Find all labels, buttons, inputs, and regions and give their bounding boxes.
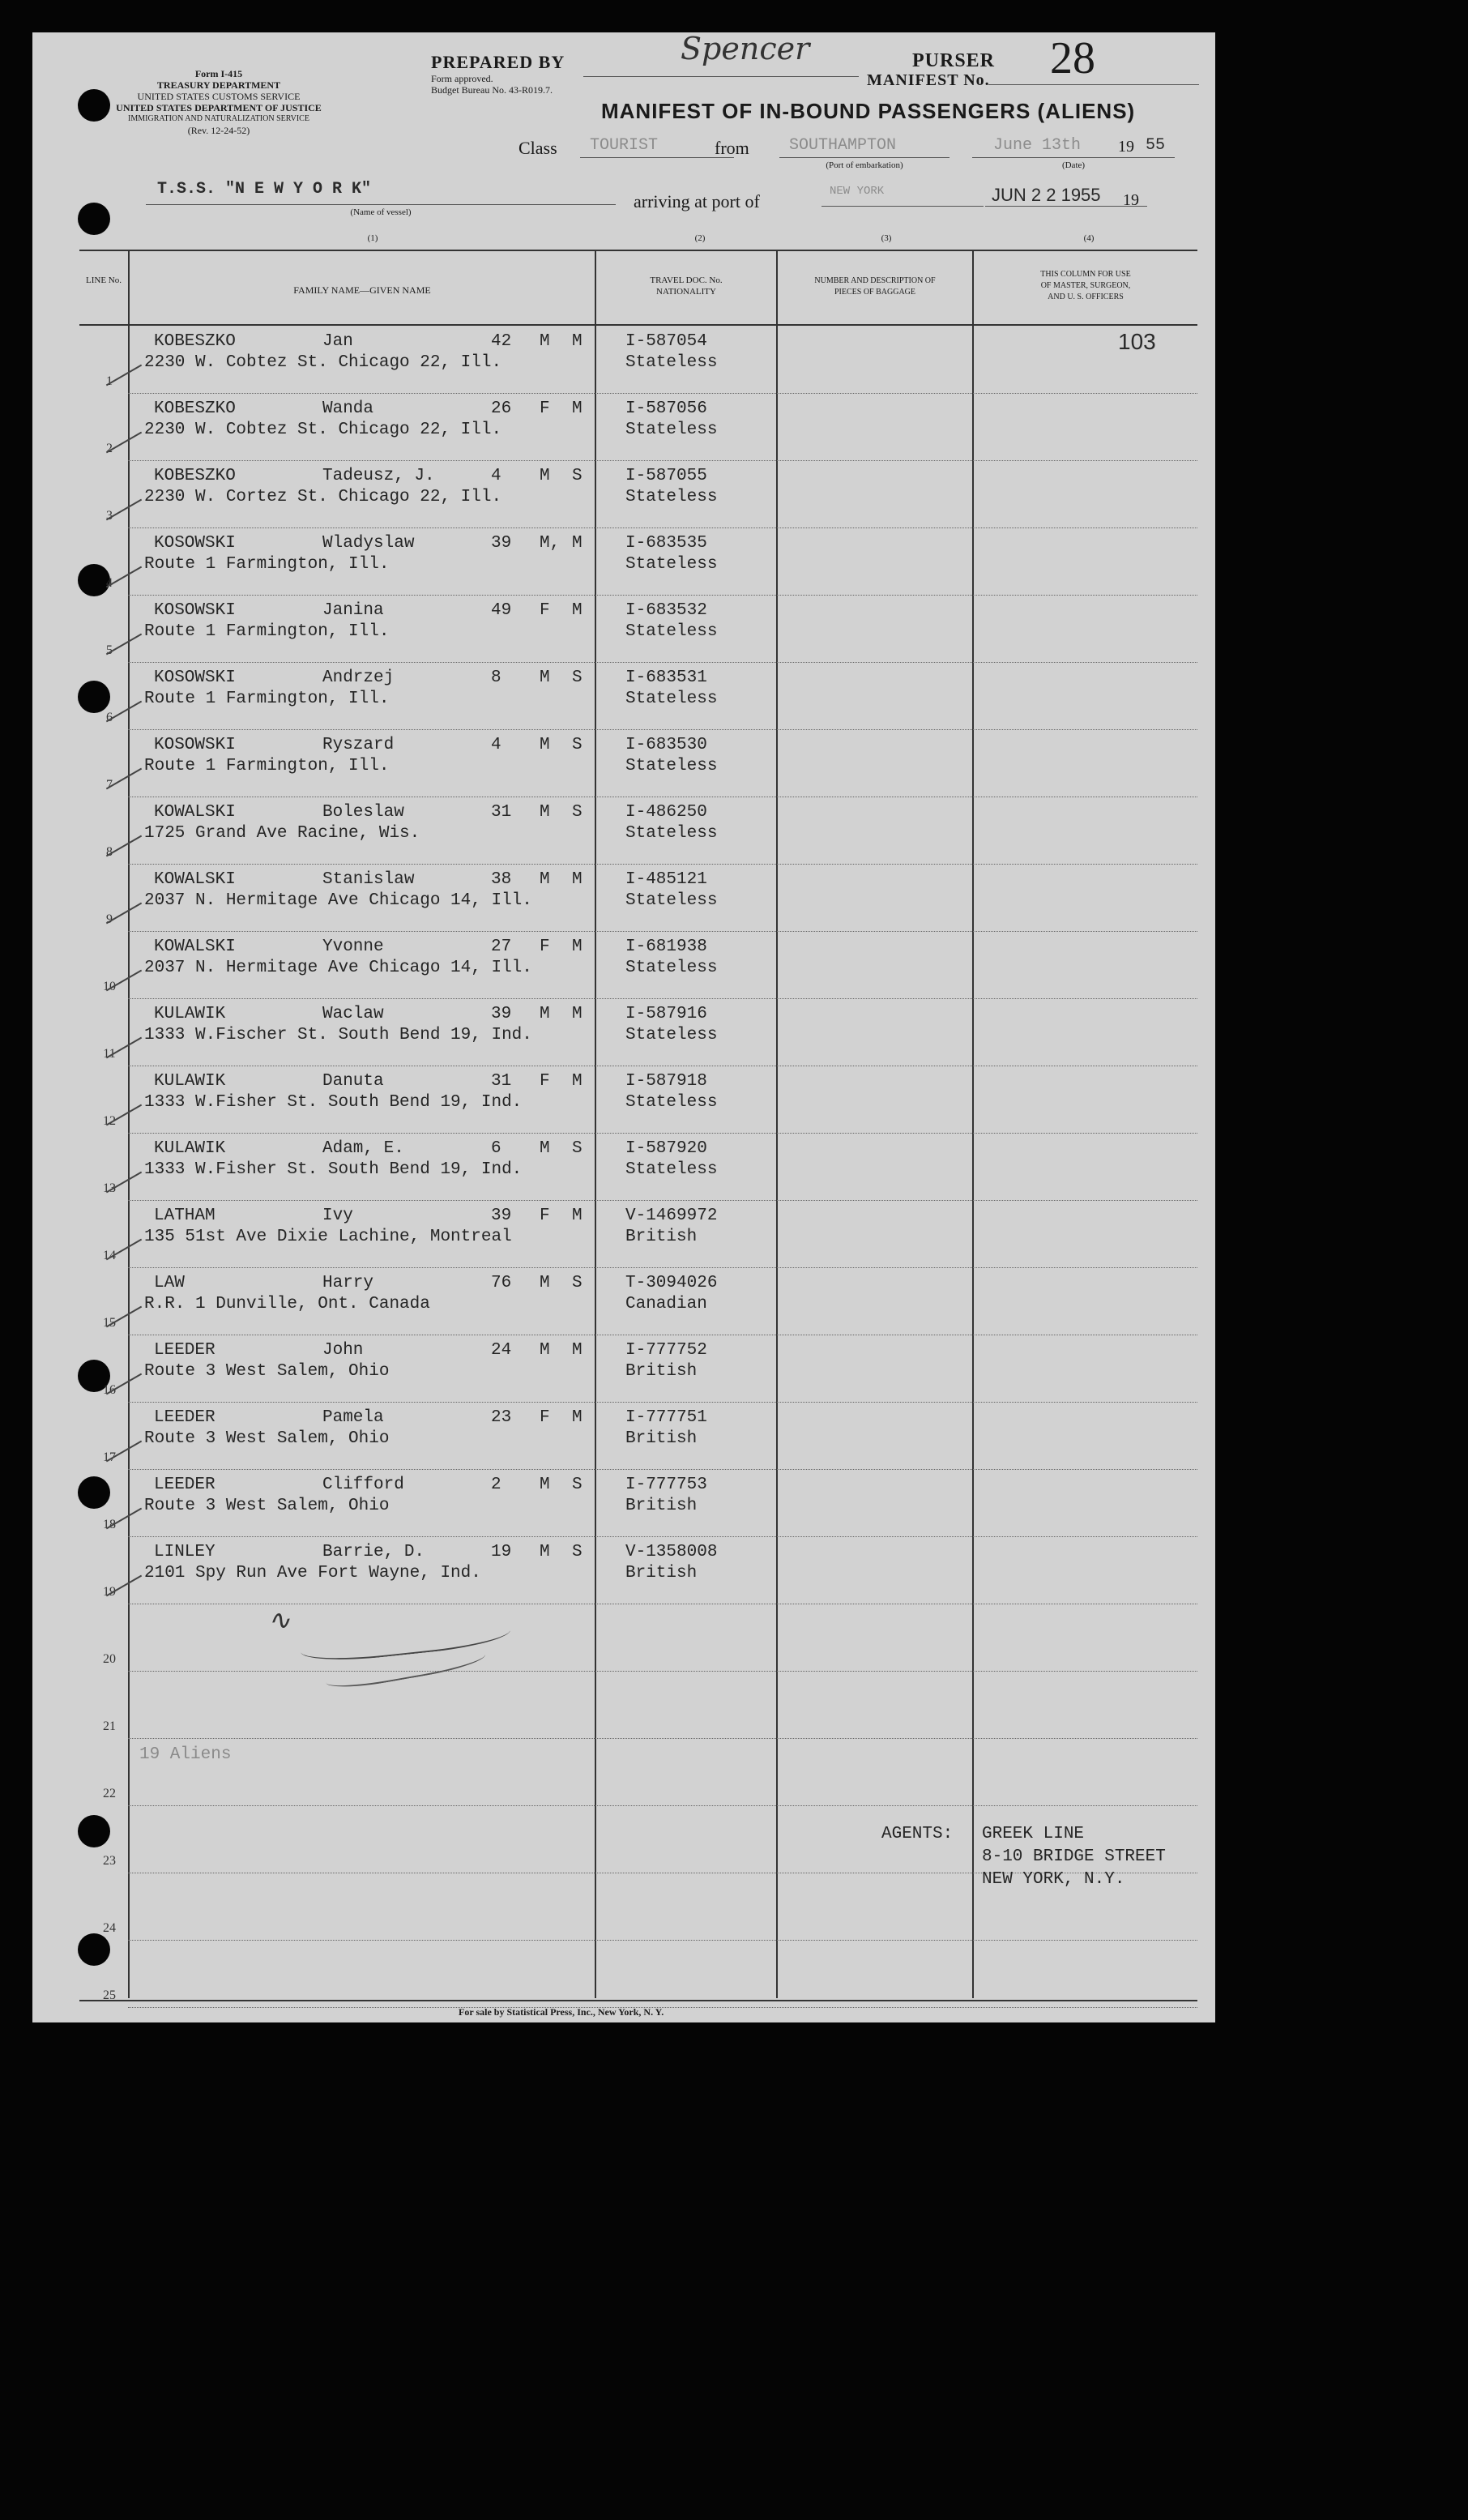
travel-doc-number: I-587056 (625, 399, 707, 418)
port-value: NEW YORK (830, 185, 885, 198)
agents-line-2: 8-10 BRIDGE STREET (982, 1847, 1166, 1866)
marital-status: M (572, 1408, 583, 1427)
arrival-date: JUN 2 2 1955 (992, 185, 1101, 205)
age: 31 (491, 1072, 512, 1091)
form-revision: (Rev. 12-24-52) (187, 125, 250, 136)
line-number: 10 (103, 980, 116, 993)
age: 42 (491, 332, 512, 351)
marital-status: M (572, 1072, 583, 1091)
line-number: 14 (103, 1249, 116, 1262)
col-divider-line-no (128, 251, 130, 1998)
manifest-sheet (32, 32, 1215, 2022)
age: 39 (491, 534, 512, 553)
manifest-no-label: MANIFEST No. (867, 71, 990, 89)
nationality: British (625, 1362, 698, 1381)
row-rule (128, 1200, 1197, 1201)
travel-doc-number: I-683532 (625, 601, 707, 620)
given-name: Wanda (322, 399, 374, 418)
sex: M (540, 1139, 550, 1158)
vessel-line (146, 204, 616, 205)
given-name: Ryszard (322, 736, 395, 754)
nationality: Stateless (625, 690, 718, 708)
family-name: KOWALSKI (154, 870, 236, 889)
marital-status: M (572, 601, 583, 620)
given-name: Yvonne (322, 938, 384, 956)
line-number: 18 (103, 1518, 116, 1531)
marital-status: S (572, 736, 583, 754)
nationality: Stateless (625, 959, 718, 977)
date-line (972, 157, 1175, 158)
class-label: Class (518, 138, 557, 158)
from-value: SOUTHAMPTON (789, 136, 897, 155)
travel-doc-number: I-587916 (625, 1005, 707, 1023)
marital-status: S (572, 803, 583, 822)
address: R.R. 1 Dunville, Ont. Canada (144, 1295, 430, 1313)
given-name: Danuta (322, 1072, 384, 1091)
row-rule (128, 527, 1197, 528)
given-name: Jan (322, 332, 353, 351)
line-number: 12 (103, 1114, 116, 1128)
row-rule (128, 1469, 1197, 1470)
customs-service: UNITED STATES CUSTOMS SERVICE (137, 91, 301, 102)
age: 27 (491, 938, 512, 956)
travel-doc-number: I-683530 (625, 736, 707, 754)
sex: F (540, 601, 550, 620)
given-name: John (322, 1341, 364, 1360)
caption-1: (1) (367, 233, 378, 243)
marital-status: S (572, 1543, 583, 1561)
col-divider-baggage (972, 251, 974, 1998)
line-number: 16 (103, 1383, 116, 1397)
line-number: 6 (106, 711, 113, 724)
address: Route 1 Farmington, Ill. (144, 757, 390, 775)
arrival-year-prefix: 19 (1123, 191, 1139, 209)
travel-doc-number: I-777753 (625, 1476, 707, 1494)
col-head-officers-3: AND U. S. OFFICERS (1048, 293, 1124, 301)
purser-signature: Spencer (681, 31, 810, 66)
row-rule (128, 931, 1197, 932)
travel-doc-number: I-587055 (625, 467, 707, 485)
col-head-officers-2: OF MASTER, SURGEON, (1040, 281, 1131, 290)
row-rule (128, 1267, 1197, 1268)
row-rule (128, 1805, 1197, 1806)
row-rule (128, 1940, 1197, 1941)
marital-status: S (572, 467, 583, 485)
sex: M (540, 668, 550, 687)
marital-status: M (572, 534, 583, 553)
family-name: KOSOWSKI (154, 601, 236, 620)
nationality: Stateless (625, 1026, 718, 1044)
row-rule (128, 393, 1197, 394)
address: 2230 W. Cobtez St. Chicago 22, Ill. (144, 353, 502, 372)
family-name: KOWALSKI (154, 938, 236, 956)
sex: M (540, 332, 550, 351)
manifest-title: MANIFEST OF IN-BOUND PASSENGERS (ALIENS) (601, 99, 1136, 123)
travel-doc-number: I-777752 (625, 1341, 707, 1360)
given-name: Wladyslaw (322, 534, 415, 553)
manifest-no-line (988, 84, 1199, 85)
line-number: 17 (103, 1450, 116, 1464)
given-name: Andrzej (322, 668, 395, 687)
given-name: Adam, E. (322, 1139, 404, 1158)
caption-3: (3) (881, 233, 892, 243)
family-name: KOWALSKI (154, 803, 236, 822)
row-rule (128, 1738, 1197, 1739)
line-number: 21 (103, 1719, 116, 1733)
justice-department: UNITED STATES DEPARTMENT OF JUSTICE (116, 102, 322, 113)
port-line (821, 206, 984, 207)
col-divider-doc (776, 251, 778, 1998)
given-name: Waclaw (322, 1005, 384, 1023)
travel-doc-number: I-683531 (625, 668, 707, 687)
manifest-number: 28 (1050, 33, 1095, 83)
arrival-line (985, 206, 1147, 207)
line-number: 3 (106, 509, 113, 523)
vessel-name: T.S.S. "N E W Y O R K" (157, 180, 372, 199)
agents-line-1: GREEK LINE (982, 1825, 1085, 1843)
given-name: Pamela (322, 1408, 384, 1427)
travel-doc-number: T-3094026 (625, 1274, 718, 1292)
row-rule (128, 1536, 1197, 1537)
signature-line (583, 76, 859, 77)
nationality: Stateless (625, 421, 718, 439)
age: 6 (491, 1139, 501, 1158)
address: 2230 W. Cortez St. Chicago 22, Ill. (144, 488, 502, 506)
immigration-service: IMMIGRATION AND NATURALIZATION SERVICE (128, 114, 309, 123)
line-number: 11 (103, 1047, 116, 1061)
marital-status: M (572, 1341, 583, 1360)
nationality: Stateless (625, 757, 718, 775)
col-head-baggage-1: NUMBER AND DESCRIPTION OF (814, 276, 936, 285)
travel-doc-number: I-486250 (625, 803, 707, 822)
marital-status: S (572, 1139, 583, 1158)
family-name: LEEDER (154, 1476, 216, 1494)
travel-doc-number: I-587918 (625, 1072, 707, 1091)
line-number: 1 (106, 374, 113, 388)
address: 2230 W. Cobtez St. Chicago 22, Ill. (144, 421, 502, 439)
address: 1333 W.Fisher St. South Bend 19, Ind. (144, 1160, 523, 1179)
marital-status: M (572, 1005, 583, 1023)
family-name: LEEDER (154, 1408, 216, 1427)
travel-doc-number: I-587920 (625, 1139, 707, 1158)
from-label: from (715, 138, 749, 158)
given-name: Tadeusz, J. (322, 467, 435, 485)
row-rule (128, 662, 1197, 663)
nationality: Stateless (625, 488, 718, 506)
col-head-officers-1: THIS COLUMN FOR USE (1040, 270, 1131, 279)
line-number: 22 (103, 1787, 116, 1800)
family-name: KOSOWSKI (154, 736, 236, 754)
sex: F (540, 938, 550, 956)
prepared-by-label: PREPARED BY (431, 52, 565, 72)
date-year-prefix: 19 (1118, 138, 1134, 156)
date-caption: (Date) (1061, 160, 1086, 170)
given-name: Harry (322, 1274, 374, 1292)
sex: F (540, 399, 550, 418)
nationality: Stateless (625, 891, 718, 910)
line-number: 13 (103, 1181, 116, 1195)
caption-2: (2) (694, 233, 706, 243)
row-rule (128, 1402, 1197, 1403)
travel-doc-number: V-1358008 (625, 1543, 718, 1561)
printer-footer: For sale by Statistical Press, Inc., New York, N. Y. (459, 2006, 664, 2018)
row-rule (128, 1671, 1197, 1672)
col-head-doc-1: TRAVEL DOC. No. (650, 275, 723, 285)
nationality: Stateless (625, 824, 718, 843)
age: 26 (491, 399, 512, 418)
nationality: Stateless (625, 1093, 718, 1112)
nationality: British (625, 1564, 698, 1582)
nationality: Stateless (625, 1160, 718, 1179)
given-name: Boleslaw (322, 803, 404, 822)
family-name: KULAWIK (154, 1005, 226, 1023)
address: Route 1 Farmington, Ill. (144, 555, 390, 574)
family-name: LAW (154, 1274, 185, 1292)
line-number: 24 (103, 1921, 116, 1935)
treasury-department: TREASURY DEPARTMENT (156, 79, 281, 91)
row-rule (128, 998, 1197, 999)
row-rule (128, 595, 1197, 596)
line-number: 25 (103, 1988, 116, 2002)
address: 2037 N. Hermitage Ave Chicago 14, Ill. (144, 891, 532, 910)
marital-status: M (572, 1207, 583, 1225)
address: Route 1 Farmington, Ill. (144, 690, 390, 708)
age: 23 (491, 1408, 512, 1427)
given-name: Ivy (322, 1207, 353, 1225)
age: 31 (491, 803, 512, 822)
inspector-signature-mark: ∿ (265, 1603, 292, 1638)
address: 135 51st Ave Dixie Lachine, Montreal (144, 1228, 512, 1246)
marital-status: M (572, 332, 583, 351)
purser-label: PURSER (912, 50, 996, 71)
vessel-caption: (Name of vessel) (350, 207, 412, 217)
col-head-baggage-2: PIECES OF BAGGAGE (834, 288, 915, 297)
given-name: Stanislaw (322, 870, 415, 889)
age: 24 (491, 1341, 512, 1360)
address: 2101 Spy Run Ave Fort Wayne, Ind. (144, 1564, 481, 1582)
class-value: TOURIST (590, 136, 659, 155)
from-caption: (Port of embarkation) (826, 160, 903, 170)
marital-status: S (572, 668, 583, 687)
officer-note: 103 (1118, 329, 1156, 354)
row-rule (128, 460, 1197, 461)
line-number: 20 (103, 1652, 116, 1666)
sex: M (540, 1274, 550, 1292)
travel-doc-number: I-587054 (625, 332, 707, 351)
agents-line-3: NEW YORK, N.Y. (982, 1870, 1125, 1889)
family-name: KOBESZKO (154, 399, 236, 418)
total-aliens: 19 Aliens (139, 1745, 232, 1764)
col-head-line-no: LINE No. (86, 275, 122, 285)
sex: M (540, 1543, 550, 1561)
sex: F (540, 1072, 550, 1091)
nationality: British (625, 1429, 698, 1448)
header-rule (79, 324, 1197, 326)
marital-status: M (572, 870, 583, 889)
address: 1333 W.Fischer St. South Bend 19, Ind. (144, 1026, 532, 1044)
agents-label: AGENTS: (881, 1825, 954, 1843)
form-approved: Form approved. (431, 73, 493, 84)
address: Route 1 Farmington, Ill. (144, 622, 390, 641)
age: 8 (491, 668, 501, 687)
col-divider-name (595, 251, 596, 1998)
travel-doc-number: I-681938 (625, 938, 707, 956)
nationality: British (625, 1228, 698, 1246)
sex: M (540, 1476, 550, 1494)
marital-status: S (572, 1274, 583, 1292)
age: 19 (491, 1543, 512, 1561)
age: 38 (491, 870, 512, 889)
travel-doc-number: I-683535 (625, 534, 707, 553)
travel-doc-number: I-485121 (625, 870, 707, 889)
sex: M (540, 803, 550, 822)
age: 4 (491, 736, 501, 754)
age: 2 (491, 1476, 501, 1494)
line-number: 5 (106, 643, 113, 657)
line-number: 9 (106, 912, 113, 926)
class-line (580, 157, 734, 158)
sex: M (540, 736, 550, 754)
sex: F (540, 1207, 550, 1225)
line-number: 7 (106, 778, 113, 792)
given-name: Clifford (322, 1476, 404, 1494)
budget-bureau-no: Budget Bureau No. 43-R019.7. (431, 84, 553, 96)
family-name: LINLEY (154, 1543, 216, 1561)
travel-doc-number: V-1469972 (625, 1207, 718, 1225)
age: 4 (491, 467, 501, 485)
sex: M (540, 467, 550, 485)
marital-status: M (572, 399, 583, 418)
col-head-name: FAMILY NAME—GIVEN NAME (293, 284, 431, 296)
row-rule (128, 1133, 1197, 1134)
address: Route 3 West Salem, Ohio (144, 1497, 390, 1515)
family-name: KOSOWSKI (154, 668, 236, 687)
address: 1725 Grand Ave Racine, Wis. (144, 824, 420, 843)
given-name: Barrie, D. (322, 1543, 425, 1561)
row-rule (128, 864, 1197, 865)
caption-4: (4) (1083, 233, 1095, 243)
family-name: LATHAM (154, 1207, 216, 1225)
family-name: LEEDER (154, 1341, 216, 1360)
line-number: 15 (103, 1316, 116, 1330)
arriving-label: arriving at port of (634, 191, 760, 211)
family-name: KOBESZKO (154, 332, 236, 351)
from-line (779, 157, 950, 158)
sex: M (540, 1341, 550, 1360)
address: Route 3 West Salem, Ohio (144, 1429, 390, 1448)
nationality: Stateless (625, 555, 718, 574)
family-name: KOBESZKO (154, 467, 236, 485)
sex: M, (540, 534, 561, 553)
address: 1333 W.Fisher St. South Bend 19, Ind. (144, 1093, 523, 1112)
given-name: Janina (322, 601, 384, 620)
address: Route 3 West Salem, Ohio (144, 1362, 390, 1381)
col-head-doc-2: NATIONALITY (656, 287, 716, 297)
age: 49 (491, 601, 512, 620)
marital-status: S (572, 1476, 583, 1494)
line-number: 8 (106, 845, 113, 859)
nationality: Canadian (625, 1295, 707, 1313)
form-id-block (81, 68, 356, 136)
age: 39 (491, 1207, 512, 1225)
marital-status: M (572, 938, 583, 956)
sex: M (540, 870, 550, 889)
line-number: 19 (103, 1585, 116, 1599)
family-name: KOSOWSKI (154, 534, 236, 553)
family-name: KULAWIK (154, 1139, 226, 1158)
nationality: British (625, 1497, 698, 1515)
line-number: 2 (106, 442, 113, 455)
family-name: KULAWIK (154, 1072, 226, 1091)
punch-hole (78, 203, 110, 235)
form-number: Form I-415 (194, 68, 243, 79)
travel-doc-number: I-777751 (625, 1408, 707, 1427)
line-number: 4 (106, 576, 113, 590)
nationality: Stateless (625, 353, 718, 372)
nationality: Stateless (625, 622, 718, 641)
sex: F (540, 1408, 550, 1427)
date-value: June 13th (993, 136, 1082, 155)
row-rule (128, 729, 1197, 730)
address: 2037 N. Hermitage Ave Chicago 14, Ill. (144, 959, 532, 977)
line-number: 23 (103, 1854, 116, 1868)
age: 76 (491, 1274, 512, 1292)
sex: M (540, 1005, 550, 1023)
age: 39 (491, 1005, 512, 1023)
date-year: 55 (1146, 136, 1166, 155)
